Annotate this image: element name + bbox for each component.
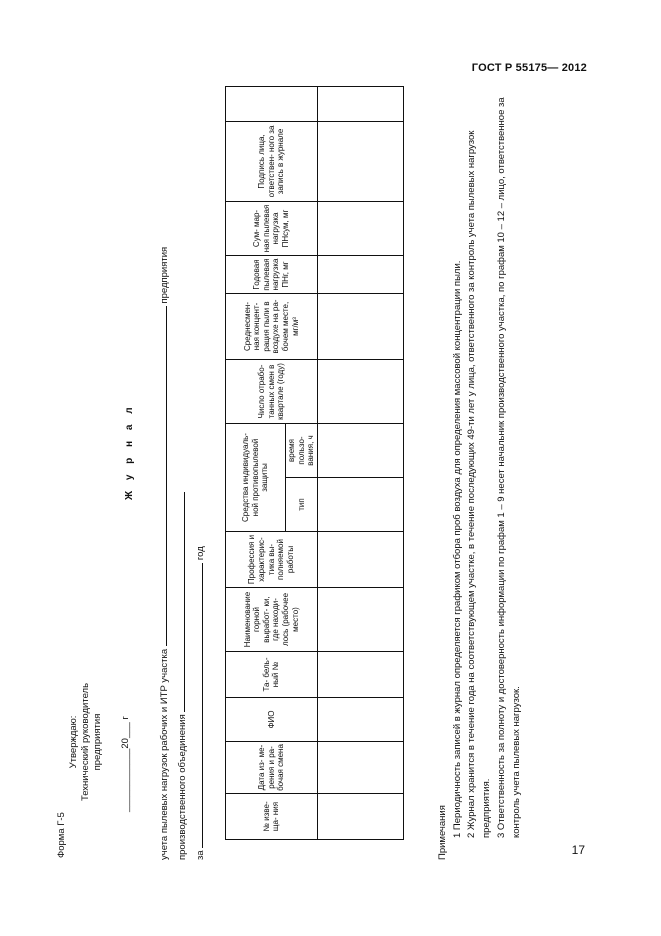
table-cell[interactable] (317, 256, 403, 294)
th-profession: Профессия и характерис- тика вы- полняемой работы (226, 532, 318, 588)
th-concentration: Среднесмен- ная концент- рация пыли в воздухе на ра- бочем месте, мг/м³ (226, 294, 318, 360)
standard-header: ГОСТ Р 55175— 2012 (471, 62, 587, 74)
journal-table (225, 86, 404, 840)
table-cell[interactable] (317, 122, 403, 202)
rotated-form-page (56, 80, 596, 860)
period-prefix: за (195, 850, 206, 860)
th-annual-load: Годовая пылевая нагрузка ПНг, мг (226, 256, 318, 294)
table-cell[interactable] (317, 424, 403, 478)
journal-subtitle: учета пылевых нагрузок рабочих и ИТР участка (159, 648, 170, 860)
table-cell[interactable] (317, 202, 403, 256)
approve-title: Утверждаю: (68, 715, 79, 769)
table-cell[interactable] (317, 794, 403, 840)
table-row (317, 87, 403, 840)
division-label: производственного объединения (177, 714, 188, 860)
approve-line2: предприятия (91, 713, 103, 771)
table-cell[interactable] (317, 87, 403, 122)
journal-line-tail: предприятия (159, 246, 170, 304)
th-date: Дата из- ме-рения и ра- бочая смена (226, 742, 318, 794)
note-3: 3 Ответственность за полноту и достоверность информации по графам 1 – 9 несет начальник производственного участка, по графам 10 – 12 – лицо, ответственное за контроль учета пылевых нагрузок. (495, 97, 522, 838)
th-signature: Подпись лица, ответствен- ного за запись в журнале (226, 122, 318, 202)
note-2: 2 Журнал хранится в течение года на соответствующем участке, в течение последующих 49-ти лет у лица, ответственного за контроль учета пылевых нагрузок предприятия. (466, 130, 493, 838)
th-fio: ФИО (226, 698, 318, 742)
approve-line1: Технический руководитель (79, 682, 91, 802)
table-cell[interactable] (317, 532, 403, 588)
division-fill-line[interactable] (175, 492, 185, 712)
journal-title: Ж у р н а л (124, 403, 135, 500)
division-line (175, 460, 189, 860)
approval-block (68, 682, 104, 802)
th-blank (226, 87, 318, 122)
th-total-load: Сум- мар-ная пылевая нагрузка ПНсум, мг (226, 202, 318, 256)
table-cell[interactable] (317, 360, 403, 424)
th-number: № изве- ща- ния (226, 794, 318, 840)
journal-subtitle-line (157, 80, 171, 860)
th-shifts: Число отрабо- танных смен в квартале (году) (226, 360, 318, 424)
form-label: Форма Г-5 (56, 812, 67, 858)
th-ppe: Средства индивидуаль- ной противопылевой защиты (226, 424, 286, 532)
table-cell[interactable] (317, 698, 403, 742)
notes-title: Примечания (437, 805, 448, 860)
table-cell[interactable] (317, 294, 403, 360)
page-number: 17 (571, 843, 585, 857)
period-fill-line[interactable] (193, 563, 203, 848)
section-fill-line[interactable] (157, 306, 167, 646)
table-cell[interactable] (317, 478, 403, 532)
approve-date-line: ____________20___ г (120, 716, 131, 812)
notes-block (436, 80, 524, 860)
th-ppe-type: тип (286, 478, 318, 532)
table-cell[interactable] (317, 742, 403, 794)
th-ppe-time: время пользо- вания, ч (286, 424, 318, 478)
th-workplace: Наименование горной выработ- ки, где находи- лось (рабочее место) (226, 588, 318, 652)
period-suffix: год (195, 546, 206, 561)
th-tab-number: Та- бель- ный № (226, 652, 318, 698)
period-line (193, 500, 207, 860)
table-cell[interactable] (317, 588, 403, 652)
note-1: 1 Периодичность записей в журнал определяется графиком отбора проб воздуха для определения массовой концентрации пыли. (451, 260, 463, 838)
table-cell[interactable] (317, 652, 403, 698)
